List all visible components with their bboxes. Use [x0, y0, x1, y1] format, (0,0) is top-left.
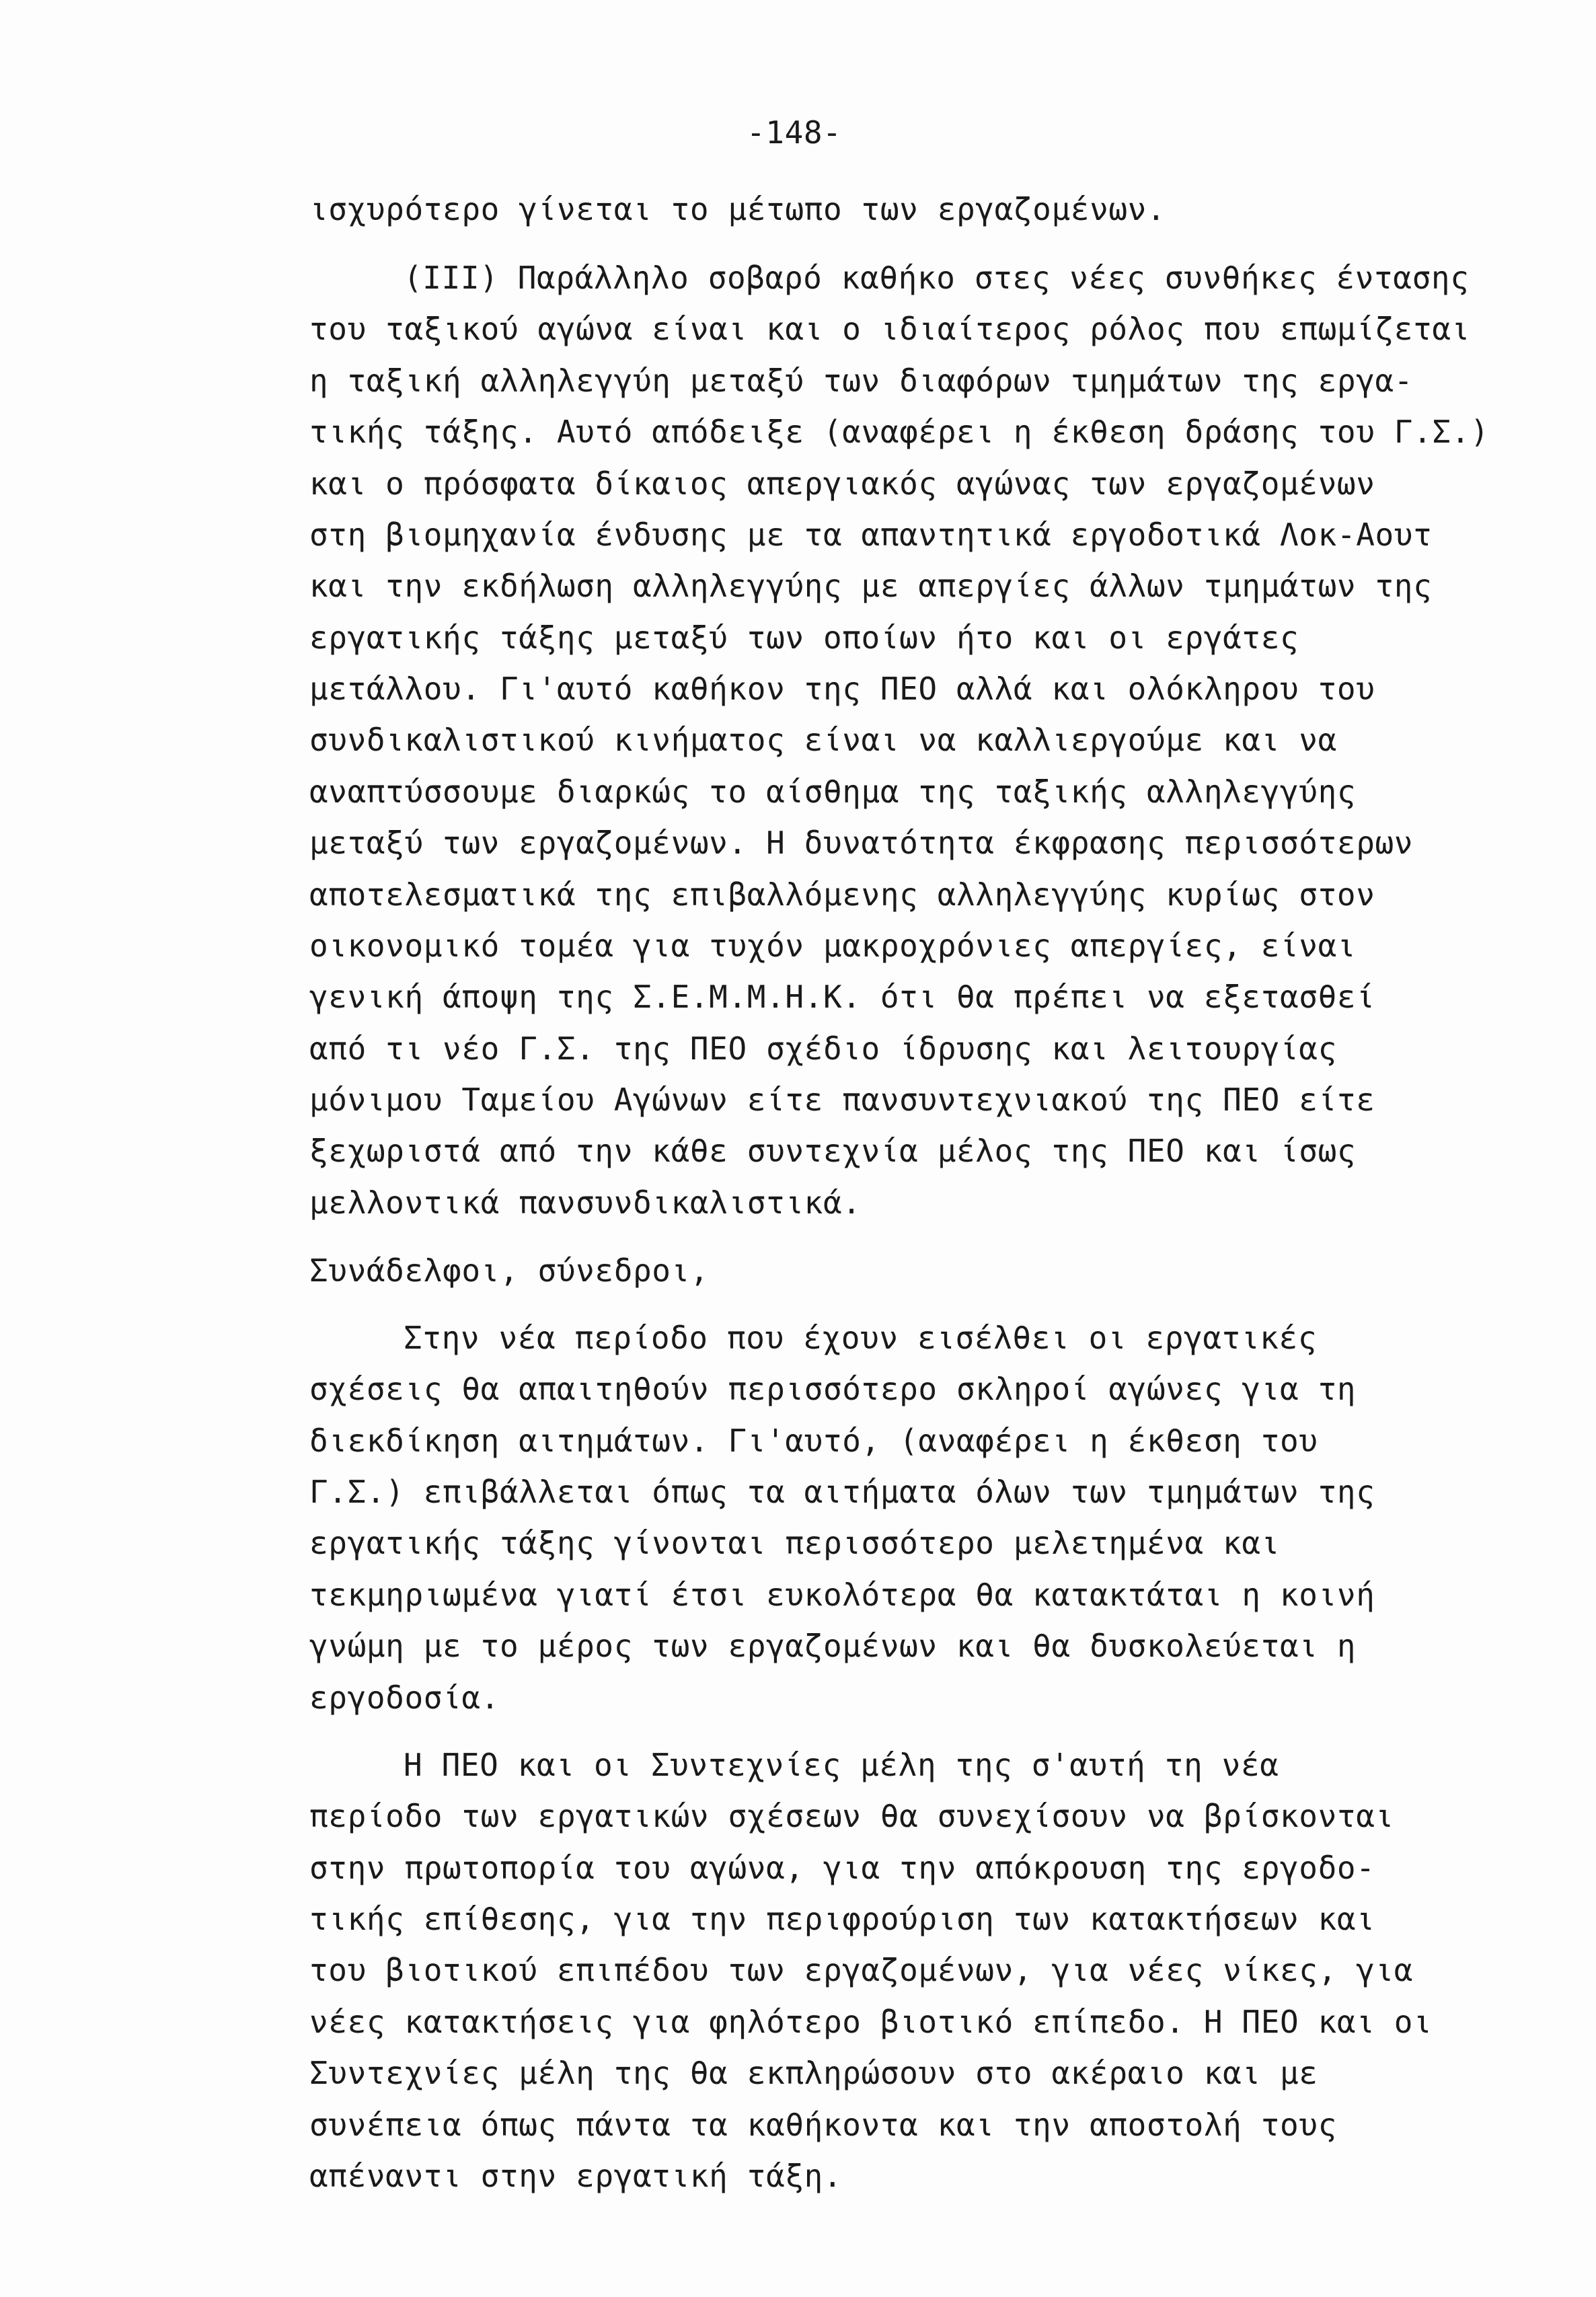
text-line: εργατικής τάξης γίνονται περισσότερο μελετημένα και [309, 1525, 1281, 1561]
text-line: και την εκδήλωση αλληλεγγύης με απεργίες άλλων τμημάτων της [309, 568, 1433, 604]
text-line: γενική άποψη της Σ.Ε.Μ.Μ.Η.Κ. ότι θα πρέπει να εξετασθεί [309, 979, 1375, 1015]
text-line: σχέσεις θα απαιτηθούν περισσότερο σκληροί αγώνες για τη [309, 1371, 1357, 1407]
text-line: συνέπεια όπως πάντα τα καθήκοντα και την αποστολή τους [309, 2107, 1337, 2143]
text-line: αποτελεσματικά της επιβαλλόμενης αλληλεγγύης κυρίως στον [309, 876, 1375, 913]
text-line: από τι νέο Γ.Σ. της ΠΕΟ σχέδιο ίδρυσης και λειτουργίας [309, 1030, 1337, 1067]
text-line: (ΙΙΙ) Παράλληλο σοβαρό καθήκο στες νέες συνθήκες έντασης [404, 260, 1470, 296]
text-line: μετάλλου. Γι'αυτό καθήκον της ΠΕΟ αλλά και ολόκληρου του [309, 671, 1375, 707]
text-line: γνώμη με το μέρος των εργαζομένων και θα δυσκολεύεται η [309, 1628, 1357, 1664]
text-line: μόνιμου Ταμείου Αγώνων είτε πανσυντεχνιακού της ΠΕΟ είτε [309, 1082, 1375, 1118]
text-line: διεκδίκηση αιτημάτων. Γι'αυτό, (αναφέρει η έκθεση του [309, 1423, 1318, 1459]
text-line: Η ΠΕΟ και οι Συντεχνίες μέλη της σ'αυτή τη νέα [404, 1747, 1279, 1783]
text-line: Συντεχνίες μέλη της θα εκπληρώσουν στο ακέραιο και με [309, 2055, 1318, 2091]
text-line: εργατικής τάξης μεταξύ των οποίων ήτο και οι εργάτες [309, 619, 1299, 656]
text-line: αναπτύσσουμε διαρκώς το αίσθημα της ταξικής αλληλεγγύης [309, 774, 1357, 810]
salutation: Συνάδελφοι, σύνεδροι, [309, 1252, 710, 1289]
text-line: του ταξικού αγώνα είναι και ο ιδιαίτερος ρόλος που επωμίζεται [309, 311, 1470, 347]
text-line: μελλοντικά πανσυνδικαλιστικά. [309, 1184, 862, 1221]
text-line: στη βιομηχανία ένδυσης με τα απαντητικά εργοδοτικά Λοκ-Αουτ [309, 517, 1433, 553]
text-line: τικής επίθεσης, για την περιφρούριση των κατακτήσεων και [309, 1901, 1375, 1937]
text-line: Στην νέα περίοδο που έχουν εισέλθει οι εργατικές [404, 1320, 1318, 1356]
text-line: Γ.Σ.) επιβάλλεται όπως τα αιτήματα όλων των τμημάτων της [309, 1474, 1375, 1510]
text-line: εργοδοσία. [309, 1680, 500, 1716]
text-line: τεκμηριωμένα γιατί έτσι ευκολότερα θα κατακτάται η κοινή [309, 1577, 1375, 1613]
text-line: απέναντι στην εργατική τάξη. [309, 2158, 843, 2194]
text-line: η ταξική αλληλεγγύη μεταξύ των διαφόρων τμημάτων της εργα- [309, 363, 1414, 399]
page-number: -148- [747, 114, 842, 151]
text-line: και ο πρόσφατα δίκαιος απεργιακός αγώνας των εργαζομένων [309, 465, 1375, 502]
text-line: στην πρωτοπορία του αγώνα, για την απόκρουση της εργοδο- [309, 1850, 1375, 1886]
text-line: νέες κατακτήσεις για φηλότερο βιοτικό επίπεδο. Η ΠΕΟ και οι [309, 2004, 1433, 2040]
text-line: οικονομικό τομέα για τυχόν μακροχρόνιες απεργίες, είναι [309, 928, 1357, 964]
text-line: ισχυρότερο γίνεται το μέτωπο των εργαζομένων. [309, 191, 1166, 227]
text-line: μεταξύ των εργαζομένων. Η δυνατότητα έκφρασης περισσότερων [309, 825, 1414, 861]
text-line: τικής τάξης. Αυτό απόδειξε (αναφέρει η έκθεση δράσης του Γ.Σ.) [309, 414, 1490, 450]
text-line: περίοδο των εργατικών σχέσεων θα συνεχίσουν να βρίσκονται [309, 1798, 1394, 1834]
text-line: του βιοτικού επιπέδου των εργαζομένων, για νέες νίκες, για [309, 1952, 1414, 1988]
text-line: ξεχωριστά από την κάθε συντεχνία μέλος της ΠΕΟ και ίσως [309, 1133, 1357, 1169]
text-line: συνδικαλιστικού κινήματος είναι να καλλιεργούμε και να [309, 722, 1337, 758]
